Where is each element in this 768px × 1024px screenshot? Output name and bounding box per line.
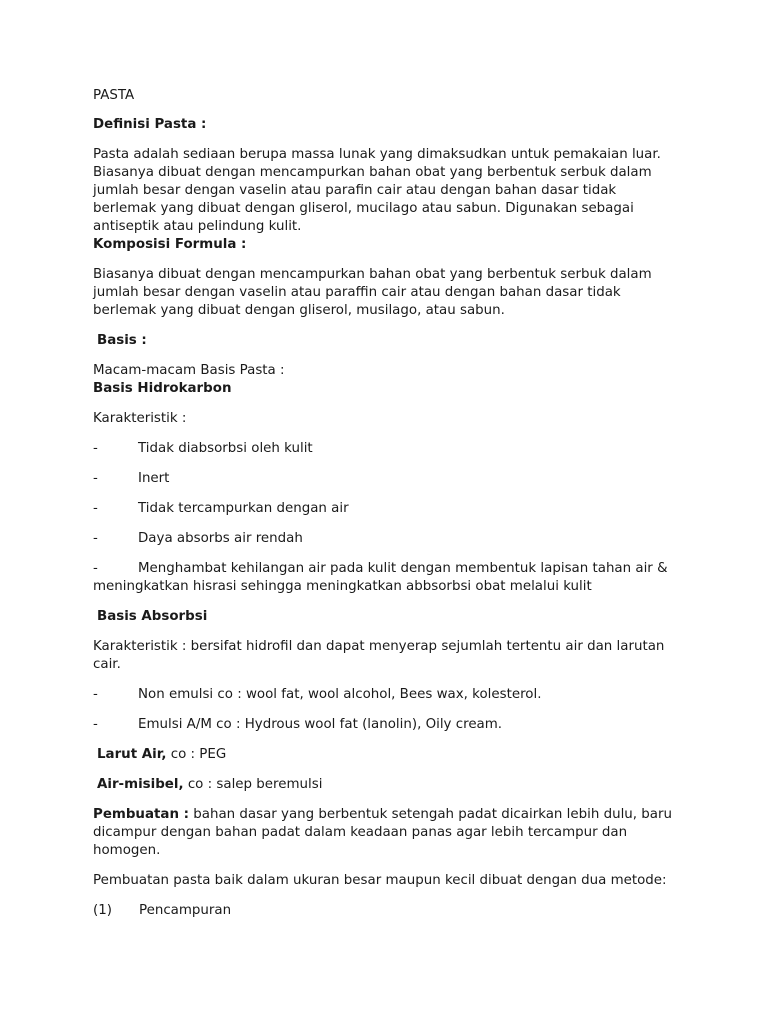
list-item-text: Emulsi A/M co : Hydrous wool fat (lanolin), Oily cream.	[138, 717, 503, 732]
document-body	[93, 87, 683, 932]
basis-heading: Basis :	[97, 333, 147, 348]
larut-air-label: Larut Air,	[97, 747, 167, 762]
absorbsi-heading: Basis Absorbsi	[97, 609, 208, 624]
larut-air-line	[93, 746, 683, 764]
dash-marker: -	[93, 717, 98, 732]
definisi-paragraph: Pasta adalah sediaan berupa massa lunak yang dimaksudkan untuk pemakaian luar. Biasanya dibuat dengan mencampurkan bahan obat yang berbentuk serbuk dalam jumlah besar dengan vaselin atau parafin cair atau dengan bahan dasar tidak berlemak yang dibuat dengan gliserol, mucilago atau sabun. Digunakan sebagai antiseptik atau pelindung kulit.	[93, 147, 661, 234]
dash-marker: -	[93, 687, 98, 702]
hidrokarbon-heading: Basis Hidrokarbon	[93, 381, 232, 396]
dash-marker: -	[93, 531, 98, 546]
dash-marker: -	[93, 561, 98, 576]
list-item-text: Menghambat kehilangan air pada kulit dengan membentuk lapisan tahan air & meningkatkan hisrasi sehingga meningkatkan abbsorbsi obat melalui kulit	[93, 561, 668, 594]
dash-marker: -	[93, 471, 98, 486]
pembuatan-paragraph	[93, 806, 683, 860]
air-misibel-label: Air-misibel,	[97, 777, 184, 792]
air-misibel-line	[93, 776, 683, 794]
karakteristik-label: Karakteristik :	[93, 411, 187, 426]
list-item-text: Daya absorbs air rendah	[138, 531, 303, 546]
list-item	[93, 716, 683, 734]
list-item-text: Inert	[138, 471, 170, 486]
dash-marker: -	[93, 501, 98, 516]
method-item	[93, 902, 683, 920]
method-number: (1)	[93, 903, 112, 918]
list-item	[93, 440, 683, 458]
pembuatan-label: Pembuatan :	[93, 807, 189, 822]
komposisi-paragraph: Biasanya dibuat dengan mencampurkan bahan obat yang berbentuk serbuk dalam jumlah besar dengan vaselin atau paraffin cair atau dengan bahan dasar tidak berlemak yang dibuat dengan gliserol, musilago, atau sabun.	[93, 267, 652, 318]
document-title: PASTA	[93, 88, 135, 103]
list-item-text: Tidak diabsorbsi oleh kulit	[138, 441, 313, 456]
list-item-text: Non emulsi co : wool fat, wool alcohol, Bees wax, kolesterol.	[138, 687, 542, 702]
method-text: Pencampuran	[139, 903, 232, 918]
absorbsi-karakteristik: Karakteristik : bersifat hidrofil dan dapat menyerap sejumlah tertentu air dan larutan cair.	[93, 639, 665, 672]
komposisi-heading: Komposisi Formula :	[93, 237, 247, 252]
list-item	[93, 470, 683, 488]
pembuatan-text: bahan dasar yang berbentuk setengah padat dicairkan lebih dulu, baru dicampur dengan bahan padat dalam keadaan panas agar lebih tercampur dan homogen.	[93, 807, 673, 858]
list-item	[93, 560, 683, 596]
list-item-text: Tidak tercampurkan dengan air	[138, 501, 349, 516]
air-misibel-text: co : salep beremulsi	[183, 777, 323, 792]
metode-paragraph: Pembuatan pasta baik dalam ukuran besar maupun kecil dibuat dengan dua metode:	[93, 873, 667, 888]
list-item	[93, 500, 683, 518]
list-item	[93, 530, 683, 548]
definisi-heading: Definisi Pasta :	[93, 117, 207, 132]
larut-air-text: co : PEG	[166, 747, 227, 762]
macam-basis-text: Macam-macam Basis Pasta :	[93, 363, 285, 378]
list-item	[93, 686, 683, 704]
dash-marker: -	[93, 441, 98, 456]
